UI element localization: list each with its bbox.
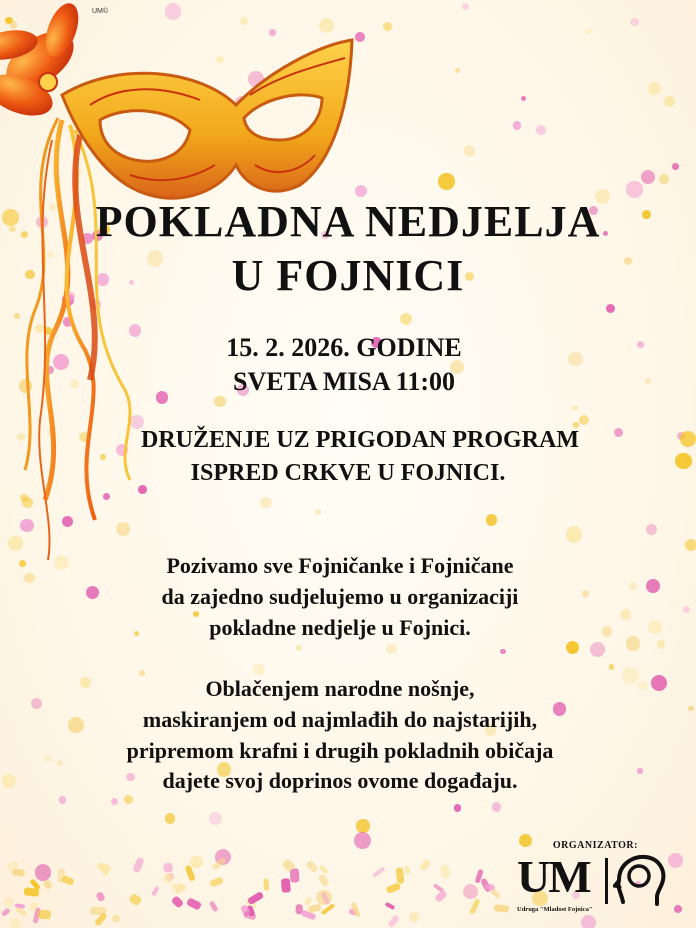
confetti-dot (419, 859, 431, 872)
confetti-dot (318, 873, 330, 886)
confetti-dot (513, 121, 521, 129)
confetti-dot (494, 904, 510, 913)
confetti-dot (521, 96, 526, 101)
confetti-dot (492, 802, 501, 811)
confetti-dot (59, 796, 67, 804)
confetti-dot (128, 892, 142, 905)
invitation-line: pripremom krafni i drugih pokladnih običaja (126, 738, 554, 763)
confetti-dot (319, 864, 329, 874)
invitation-line: dajete svoj doprinos ovome događaju. (162, 768, 518, 793)
invitation-line: Pozivamo sve Fojničanke i Fojničane (166, 553, 514, 578)
confetti-dot (37, 909, 51, 919)
confetti-dot (172, 883, 185, 889)
confetti-dot (454, 804, 462, 812)
confetti-dot (688, 706, 693, 711)
invitation-line: da zajedno sudjelujemo u organizaciji (161, 584, 519, 609)
invitation-line: pokladne nedjelje u Fojnici. (209, 615, 471, 640)
title-line-2: U FOJNICI (231, 251, 465, 300)
corner-logo-mark: UM© (92, 8, 109, 15)
confetti-dot (630, 18, 639, 27)
confetti-dot (111, 798, 118, 805)
confetti-dot (586, 29, 591, 34)
event-mass-time: SVETA MISA 11:00 (232, 367, 455, 396)
confetti-dot (438, 173, 455, 190)
confetti-dot (384, 901, 395, 909)
confetti-dot (609, 664, 615, 670)
gathering-line-2: ISPRED CRKVE U FOJNICI. (190, 460, 506, 486)
confetti-dot (395, 868, 404, 884)
confetti-dot (23, 887, 38, 897)
confetti-dot (685, 539, 696, 551)
confetti-dot (61, 875, 75, 886)
confetti-dot (672, 163, 678, 169)
confetti-dot (581, 915, 596, 928)
confetti-dot (305, 860, 319, 874)
confetti-dot (124, 795, 133, 804)
invitation-line: maskiranjem od najmlađih do najstarijih, (142, 707, 538, 732)
confetti-dot (186, 897, 202, 910)
confetti-dot (641, 170, 655, 184)
invitation-line: Oblačenjem narodne nošnje, (205, 676, 475, 701)
confetti-dot (572, 405, 578, 411)
confetti-dot (462, 3, 469, 10)
confetti-dot (536, 125, 546, 135)
confetti-dot (132, 857, 145, 873)
confetti-dot (164, 863, 173, 872)
event-date: 15. 2. 2026. GODINE (226, 333, 462, 362)
confetti-dot (209, 900, 219, 912)
confetti-dot (209, 812, 222, 825)
confetti-dot (10, 917, 22, 928)
confetti-dot (455, 68, 460, 73)
confetti-dot (434, 890, 447, 903)
confetti-dot (386, 644, 397, 655)
confetti-dot (409, 912, 419, 922)
confetti-dot (35, 864, 52, 881)
head-silhouette-icon (613, 854, 667, 906)
confetti-dot (566, 526, 582, 542)
confetti-dot (463, 884, 478, 899)
logo-divider (605, 858, 608, 904)
confetti-dot (385, 882, 401, 893)
confetti-dot (356, 819, 369, 832)
confetti-dot (42, 879, 53, 891)
title-line-1: POKLADNA NEDJELJA (95, 197, 601, 246)
organizer-label: ORGANIZATOR: (552, 840, 638, 851)
confetti-dot (291, 869, 300, 883)
confetti-dot (500, 649, 505, 654)
confetti-dot (383, 22, 392, 31)
confetti-dot (590, 642, 605, 657)
confetti-dot (648, 82, 661, 95)
confetti-dot (354, 832, 371, 849)
confetti-dot (263, 879, 269, 891)
confetti-dot (519, 834, 533, 848)
confetti-dot (281, 878, 291, 892)
confetti-dot (579, 415, 589, 425)
confetti-dot (110, 913, 120, 923)
confetti-dot (3, 896, 15, 908)
confetti-dot (464, 145, 476, 157)
confetti-dot (372, 867, 385, 879)
confetti-dot (151, 886, 160, 897)
gathering-line-1: DRUŽENJE UZ PRIGODAN PROGRAM (141, 427, 579, 453)
confetti-dot (165, 813, 176, 824)
confetti-dot (171, 896, 184, 909)
confetti-dot (606, 304, 615, 313)
confetti-dot (404, 866, 411, 876)
confetti-dot (12, 868, 25, 876)
confetti-dot (486, 514, 498, 526)
organizer-logo (517, 852, 677, 914)
confetti-dot (659, 174, 669, 184)
confetti-dot (400, 313, 412, 325)
confetti-dot (209, 876, 224, 887)
confetti-dot (566, 641, 579, 654)
confetti-dot (664, 96, 675, 107)
confetti-dot (440, 864, 451, 878)
confetti-dot (469, 898, 480, 914)
confetti-dot (304, 896, 313, 906)
confetti-dot (646, 524, 657, 535)
organizer-logo-caption: Udruga "Mladost Fojnica" (517, 906, 593, 913)
confetti-dot (296, 645, 302, 651)
confetti-dot (0, 908, 10, 918)
organizer-logo-letters: UM (517, 851, 590, 902)
confetti-dot (95, 891, 106, 902)
confetti-dot (387, 914, 400, 928)
confetti-dot (190, 856, 203, 869)
confetti-dot (253, 664, 264, 675)
confetti-dot (657, 640, 665, 648)
confetti-dot (243, 911, 256, 921)
